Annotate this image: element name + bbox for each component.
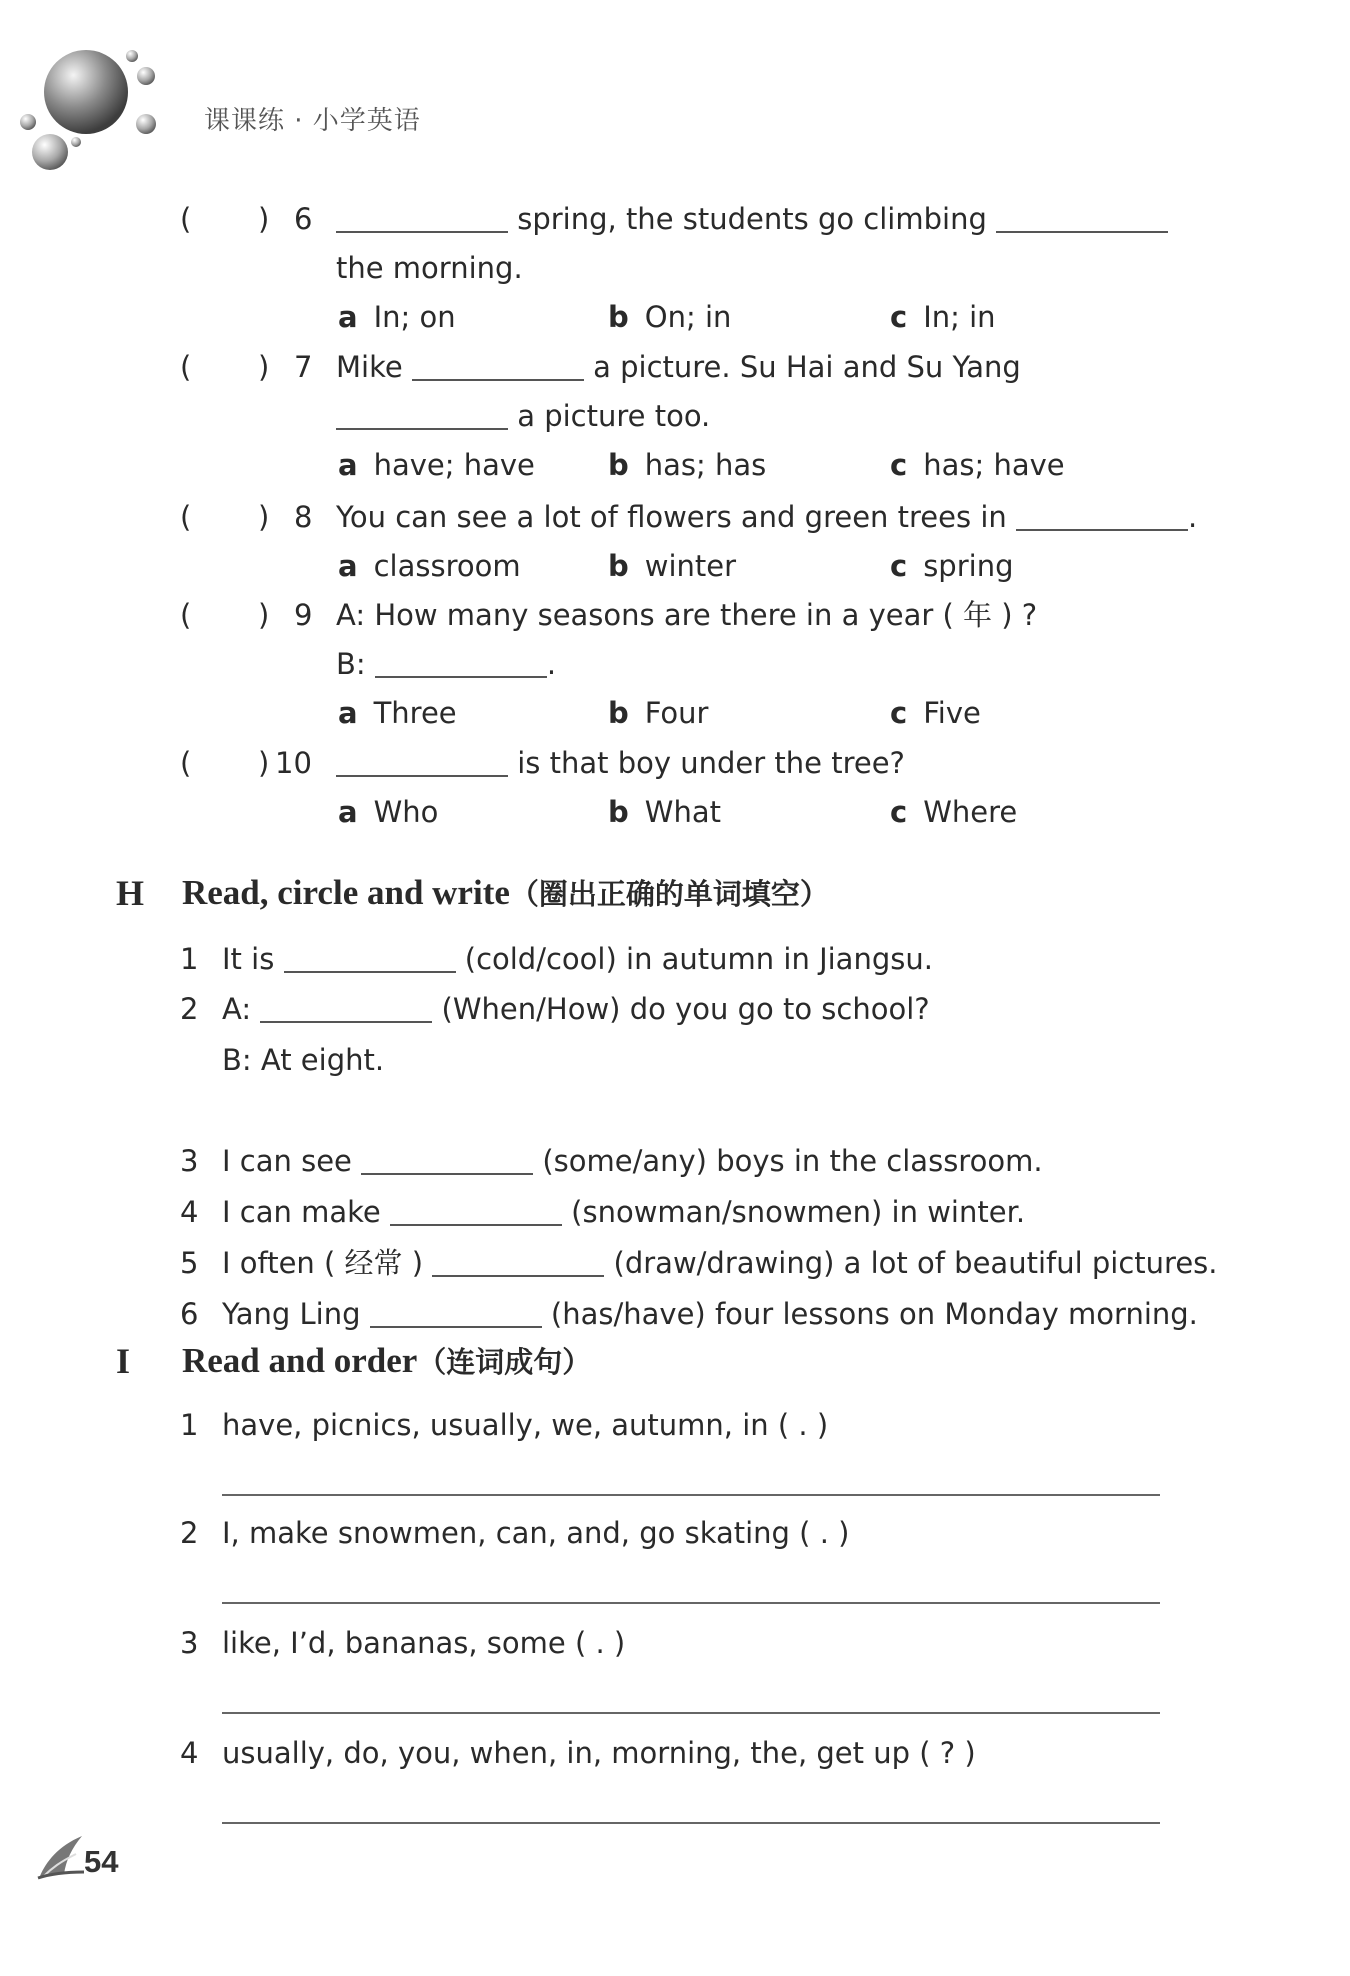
option-letter: b [608,696,629,730]
question-text: . [546,647,557,681]
answer-bracket-close: ) [258,746,270,780]
question-text: A: How many seasons are there in a year ( 年 ) ? [336,598,1038,632]
item-number: 4 [180,1736,199,1770]
word-list: I, make snowmen, can, and, go skating ( . ) [222,1516,850,1550]
item-number: 4 [180,1195,199,1229]
option-text: spring [923,549,1014,583]
option-text: winter [644,549,737,583]
option-text: Three [373,696,457,730]
option-c[interactable] [890,298,996,336]
answer-blank[interactable] [284,970,456,973]
option-a[interactable] [338,793,438,831]
option-letter: a [338,795,358,829]
answer-blank[interactable] [336,230,508,233]
section-h-letter: H [116,873,145,913]
fill-sentence [222,990,930,1028]
option-letter: c [890,448,908,482]
word-list: usually, do, you, when, in, morning, the, get up ( ? ) [222,1736,976,1770]
item-number: 2 [180,992,199,1026]
question-number: 9 [294,598,313,632]
option-letter: a [338,300,358,334]
answer-bracket-close: ) [258,350,270,384]
item-number: 1 [180,942,199,976]
option-a[interactable] [338,694,457,732]
option-letter: b [608,448,629,482]
option-text: Where [923,795,1018,829]
item-number: 6 [180,1297,199,1331]
answer-bracket-open: ( [180,500,192,534]
question-line [336,200,1168,238]
answer-writing-line[interactable] [222,1712,1160,1714]
section-h-title: Read, circle and write（圈出正确的单词填空） [182,873,829,912]
option-text: Five [923,696,981,730]
sentence-start: I can make [222,1195,390,1229]
item-number: 3 [180,1144,199,1178]
question-number: 6 [294,202,313,236]
sentence-end: (snowman/snowmen) in winter. [561,1195,1026,1229]
page-number: 54 [84,1844,119,1879]
answer-blank[interactable] [996,230,1168,233]
book-title: 课课练 · 小学英语 [204,106,421,136]
sentence-end: (When/How) do you go to school? [432,992,930,1026]
option-text: What [644,795,721,829]
answer-blank[interactable] [370,1325,542,1328]
option-c[interactable] [890,793,1017,831]
fill-sentence [222,940,933,978]
answer-bracket-open: ( [180,746,192,780]
answer-line-b: B: At eight. [222,1043,385,1077]
answer-blank[interactable] [336,774,508,777]
question-line [336,397,710,435]
answer-writing-line[interactable] [222,1494,1160,1496]
fill-sentence [222,1142,1043,1180]
answer-bracket-open: ( [180,350,192,384]
question-line [336,498,1197,536]
question-line [336,744,905,782]
question-text: Mike [336,350,412,384]
question-text: a picture. Su Hai and Su Yang [583,350,1021,384]
sentence-end: (some/any) boys in the classroom. [533,1144,1043,1178]
option-text: On; in [644,300,732,334]
option-letter: c [890,795,908,829]
option-c[interactable] [890,446,1065,484]
bubbles-decoration [14,36,174,186]
option-b[interactable] [608,446,766,484]
option-b[interactable] [608,793,721,831]
question-number: 7 [294,350,313,384]
option-text: In; in [923,300,996,334]
sentence-start: I can see [222,1144,362,1178]
sentence-start: A: [222,992,261,1026]
question-text: . [1187,500,1198,534]
section-i-title-cn: （连词成句） [417,1345,592,1379]
item-number: 3 [180,1626,199,1660]
question-text: the morning. [336,251,523,285]
option-b[interactable] [608,694,708,732]
question-number: 8 [294,500,313,534]
answer-blank[interactable] [1016,528,1188,531]
item-number: 1 [180,1408,199,1442]
option-b[interactable] [608,547,736,585]
option-letter: a [338,549,358,583]
sentence-end: (has/have) four lessons on Monday morning. [541,1297,1198,1331]
option-c[interactable] [890,694,981,732]
fill-sentence [222,1295,1198,1333]
option-a[interactable] [338,298,456,336]
answer-blank[interactable] [361,1172,533,1175]
question-text: B: [336,647,375,681]
item-number: 2 [180,1516,199,1550]
option-text: has; have [923,448,1065,482]
sentence-start: It is [222,942,284,976]
answer-blank[interactable] [375,675,547,678]
section-i-title: Read and order（连词成句） [182,1341,592,1380]
answer-writing-line[interactable] [222,1822,1160,1824]
answer-blank[interactable] [412,378,584,381]
question-text: a picture too. [508,399,711,433]
option-letter: c [890,300,908,334]
question-line [336,249,523,287]
answer-writing-line[interactable] [222,1602,1160,1604]
option-b[interactable] [608,298,731,336]
sentence-start: I often ( 经常 ) [222,1246,433,1280]
option-letter: c [890,696,908,730]
option-letter: a [338,448,358,482]
question-line [336,348,1021,386]
section-h-title-cn: （圈出正确的单词填空） [509,877,829,911]
question-text: spring, the students go climbing [508,202,997,236]
question-text: is that boy under the tree? [508,746,905,780]
answer-bracket-open: ( [180,202,192,236]
question-text: You can see a lot of flowers and green trees in [336,500,1016,534]
answer-blank[interactable] [336,427,508,430]
fill-sentence [222,1193,1025,1231]
answer-bracket-close: ) [258,598,270,632]
option-text: Who [373,795,439,829]
sentence-end: (draw/drawing) a lot of beautiful pictures. [604,1246,1218,1280]
section-i-letter: I [116,1341,131,1381]
fill-sentence [222,1244,1218,1282]
leaf-icon [36,1832,88,1880]
word-list: like, I’d, bananas, some ( . ) [222,1626,626,1660]
sentence-start: Yang Ling [222,1297,370,1331]
option-text: Four [644,696,709,730]
answer-blank[interactable] [390,1223,562,1226]
option-c[interactable] [890,547,1014,585]
option-a[interactable] [338,547,521,585]
option-letter: b [608,795,629,829]
option-text: In; on [373,300,456,334]
word-list: have, picnics, usually, we, autumn, in ( . ) [222,1408,829,1442]
option-letter: a [338,696,358,730]
answer-blank[interactable] [432,1274,604,1277]
option-a[interactable] [338,446,535,484]
item-number: 5 [180,1246,199,1280]
option-letter: c [890,549,908,583]
question-line [336,645,556,683]
answer-blank[interactable] [260,1020,432,1023]
option-text: classroom [373,549,521,583]
option-letter: b [608,549,629,583]
option-text: have; have [373,448,535,482]
question-number: 10 [275,746,312,780]
option-text: has; has [644,448,767,482]
sentence-end: (cold/cool) in autumn in Jiangsu. [455,942,933,976]
answer-bracket-open: ( [180,598,192,632]
answer-bracket-close: ) [258,500,270,534]
question-line [336,596,1037,634]
answer-bracket-close: ) [258,202,270,236]
option-letter: b [608,300,629,334]
